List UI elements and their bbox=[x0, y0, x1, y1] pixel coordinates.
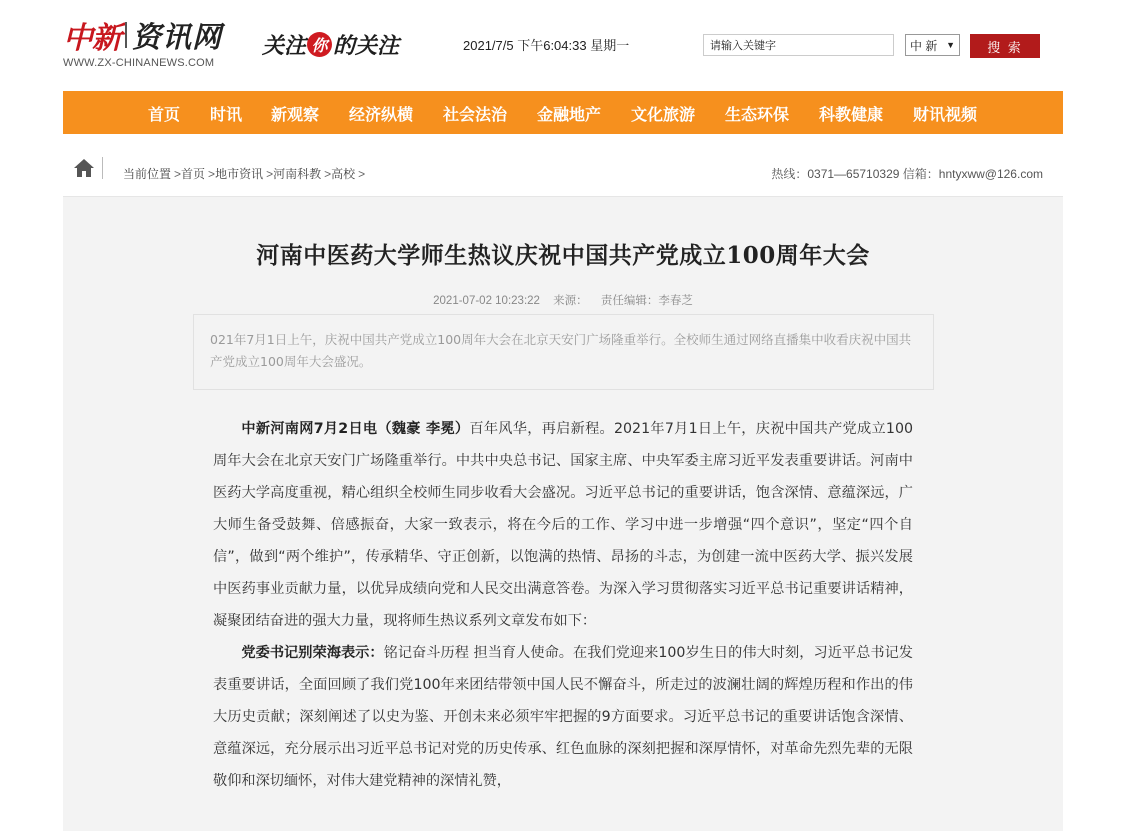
paragraph-lead: 中新河南网7月2日电（魏豪 李冕） bbox=[241, 421, 470, 437]
search-input[interactable] bbox=[703, 34, 894, 56]
nav-item-news[interactable]: 时讯 bbox=[210, 105, 243, 124]
article-paragraph bbox=[213, 637, 913, 797]
breadcrumb-separator: > bbox=[208, 167, 216, 181]
article-date: 2021-07-02 10:23:22 bbox=[433, 295, 540, 307]
breadcrumb-separator: > bbox=[324, 167, 332, 181]
nav-item-science-health[interactable]: 科教健康 bbox=[819, 105, 884, 124]
breadcrumb bbox=[123, 165, 365, 182]
article-container bbox=[63, 196, 1063, 831]
main-nav bbox=[63, 91, 1063, 134]
breadcrumb-separator: > bbox=[266, 167, 274, 181]
breadcrumb-divider bbox=[102, 157, 103, 179]
nav-item-finance-realestate[interactable]: 金融地产 bbox=[537, 105, 602, 124]
slogan bbox=[262, 24, 399, 64]
nav-item-economy[interactable]: 经济纵横 bbox=[349, 105, 414, 124]
nav-item-society-law[interactable]: 社会法治 bbox=[443, 105, 508, 124]
paragraph-text: 铭记奋斗历程 担当育人使命。在我们党迎来100岁生日的伟大时刻，习近平总书记发表重要讲话，全面回顾了我们党100年来团结带领中国人民不懈奋斗，所走过的波澜壮阔的辉煌历程和作出的伟大历史贡献；深刻阐述了以史为鉴、开创未来必须牢牢把握的9方面要求。习近平总书记的重要讲话饱含深情、意蕴深远，充分展示出习近平总书记对党的历史传承、红色血脉的深刻把握和深厚情怀，对革命先烈先辈的无限敬仰和深切缅怀，对伟大建党精神的深情礼赞， bbox=[213, 645, 913, 789]
article-meta bbox=[63, 292, 1063, 308]
article-editor: 责任编辑：李春芝 bbox=[600, 295, 693, 307]
slogan-highlight: 你 bbox=[307, 32, 332, 57]
logo-red-text: 中新 bbox=[63, 21, 121, 56]
breadcrumb-item-home[interactable]: 首页 bbox=[181, 167, 206, 181]
search-button[interactable]: 搜 索 bbox=[970, 34, 1040, 58]
contact-info: 热线：0371—65710329 信箱：hntyxww@126.com bbox=[771, 167, 1043, 181]
logo-wordmark bbox=[63, 16, 222, 54]
breadcrumb-bar bbox=[63, 152, 1063, 192]
breadcrumb-separator: > bbox=[358, 167, 366, 181]
home-icon[interactable] bbox=[73, 157, 95, 179]
breadcrumb-item-university[interactable]: 高校 bbox=[331, 167, 356, 181]
nav-item-ecology[interactable]: 生态环保 bbox=[725, 105, 790, 124]
search-scope-select[interactable] bbox=[905, 34, 960, 56]
article-body bbox=[213, 413, 913, 797]
search-scope-value: 中 新 bbox=[910, 38, 938, 53]
slogan-left: 关注 bbox=[262, 32, 307, 59]
logo-divider bbox=[125, 22, 127, 48]
current-datetime: 2021/7/5 下午6:04:33 星期一 bbox=[463, 38, 630, 53]
logo-url: WWW.ZX-CHINANEWS.COM bbox=[63, 57, 215, 69]
nav-item-culture-tourism[interactable]: 文化旅游 bbox=[631, 105, 696, 124]
article-summary: 021年7月1日上午，庆祝中国共产党成立100周年大会在北京天安门广场隆重举行。全校师生通过网络直播集中收看庆祝中国共产党成立100周年大会盛况。 bbox=[193, 314, 934, 390]
site-logo[interactable] bbox=[63, 14, 228, 74]
nav-item-home[interactable]: 首页 bbox=[148, 105, 181, 124]
breadcrumb-item-henan-edu[interactable]: 河南科教 bbox=[273, 167, 322, 181]
nav-item-finance-video[interactable]: 财讯视频 bbox=[913, 105, 978, 124]
article-source: 来源： bbox=[553, 295, 588, 307]
article-paragraph bbox=[213, 413, 913, 637]
paragraph-lead: 党委书记别荣海表示： bbox=[241, 645, 384, 661]
paragraph-text: 百年风华，再启新程。2021年7月1日上午，庆祝中国共产党成立100周年大会在北京天安门广场隆重举行。中共中央总书记、国家主席、中央军委主席习近平发表重要讲话。河南中医药大学高度重视，精心组织全校师生同步收看大会盛况。习近平总书记的重要讲话，饱含深情、意蕴深远，广大师生备受鼓舞、倍感振奋，大家一致表示，将在今后的工作、学习中进一步增强“四个意识”，坚定“四个自信”，做到“两个维护”，传承精华、守正创新，以饱满的热情、昂扬的斗志，为创建一流中医药大学、振兴发展中医药事业贡献力量，以优异成绩向党和人民交出满意答卷。为深入学习贯彻落实习近平总书记重要讲话精神，凝聚团结奋进的强大力量，现将师生热议系列文章发布如下： bbox=[213, 421, 913, 629]
dropdown-arrow-icon: ▼ bbox=[946, 40, 955, 50]
logo-black-text: 资讯网 bbox=[132, 19, 223, 54]
slogan-right: 的关注 bbox=[333, 32, 400, 59]
breadcrumb-item-local[interactable]: 地市资讯 bbox=[215, 167, 264, 181]
nav-item-observation[interactable]: 新观察 bbox=[271, 105, 320, 124]
article-title: 河南中医药大学师生热议庆祝中国共产党成立100周年大会 bbox=[256, 242, 870, 269]
breadcrumb-prefix: 当前位置 bbox=[123, 167, 172, 181]
breadcrumb-separator: > bbox=[174, 167, 182, 181]
